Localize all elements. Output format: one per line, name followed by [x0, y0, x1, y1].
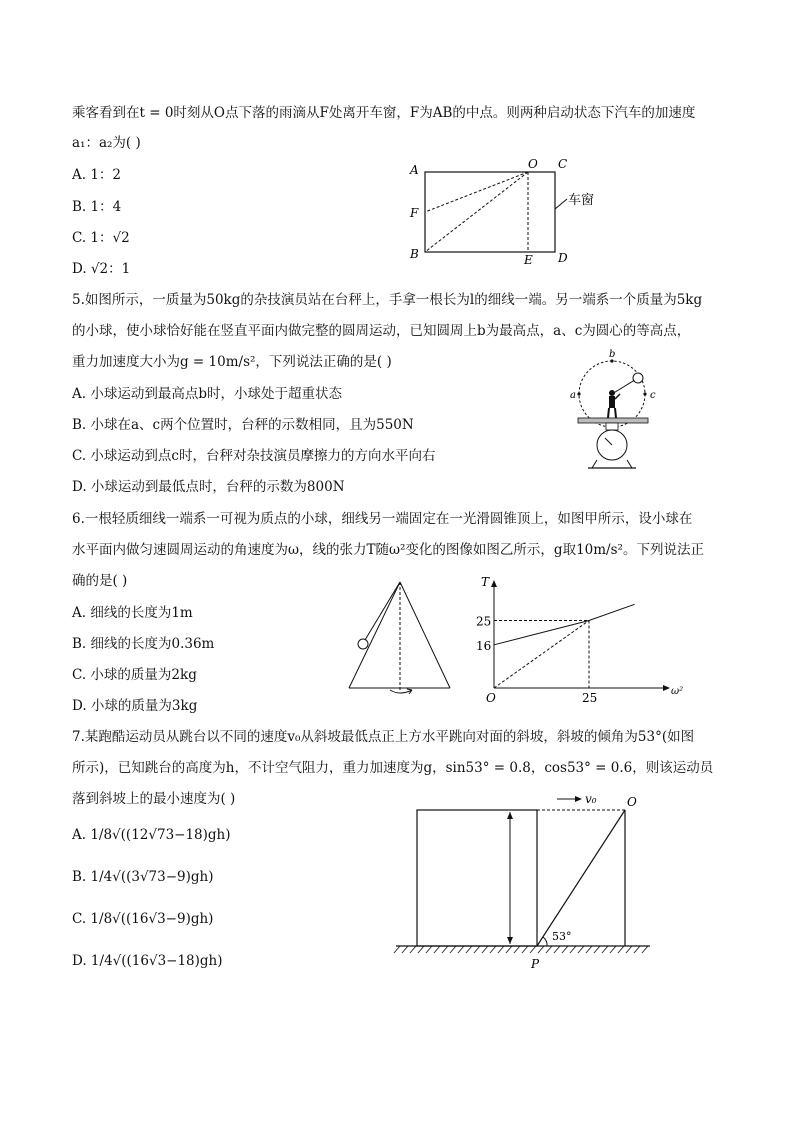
label-c: c — [650, 390, 656, 401]
q5-option-a[interactable]: A. 小球运动到最高点b时，小球处于超重状态 — [72, 386, 342, 402]
label-D: D — [558, 251, 568, 265]
q4-option-b[interactable]: B. 1：4 — [72, 199, 122, 215]
rotation-arrow — [390, 690, 412, 693]
q6-option-a[interactable]: A. 细线的长度为1m — [72, 605, 193, 621]
ball — [633, 373, 643, 383]
y-tick-25: 25 — [476, 614, 492, 629]
window-pointer — [555, 199, 567, 209]
v0-label: v₀ — [585, 792, 597, 806]
q6-cone-figure — [340, 578, 460, 700]
series-solid — [494, 604, 635, 645]
q5-stem-line1: 5.如图所示，一质量为50kg的杂技演员站在台秤上，手拿一根长为l的细线一端。另一端系一个质量为5kg — [72, 292, 703, 308]
label-b: b — [609, 349, 616, 360]
window-rect — [425, 172, 555, 252]
cone-string — [365, 582, 400, 640]
y-axis-label: T — [481, 575, 490, 589]
q6-stem-line1: 6.一根轻质细线一端系一可视为质点的小球，细线另一端固定在一光滑圆锥顶上，如图甲所示，设小球在 — [72, 511, 693, 527]
angle-arc — [543, 937, 547, 946]
series-extension-dashed — [494, 621, 589, 689]
x-tick-25: 25 — [582, 691, 598, 705]
jump-platform — [417, 810, 537, 946]
x-axis-arrow — [663, 685, 670, 691]
scale-platform — [578, 418, 648, 423]
q7-slope-figure — [392, 788, 662, 974]
q4-stem-line1: 乘客看到在t = 0时刻从O点下落的雨滴从F处离开车窗，F为AB的中点。则两种启动状态下汽车的加速度 — [72, 105, 696, 121]
q6-chart — [472, 568, 684, 705]
q6-stem-line3: 确的是( ) — [72, 573, 128, 589]
q6-stem-line2: 水平面内做匀速圆周运动的角速度为ω，线的张力T随ω²变化的图像如图乙所示，g取10m/s²。下列说法正 — [72, 542, 704, 558]
label-O: O — [528, 157, 538, 171]
angle-label: 53° — [552, 930, 572, 943]
q4-option-c[interactable]: C. 1：√2 — [72, 230, 130, 246]
q4-stem-line2: a₁：a₂为( ) — [72, 135, 141, 151]
cone-right — [400, 582, 450, 688]
q5-acrobat-figure — [562, 348, 672, 480]
label-window: 车窗 — [568, 193, 595, 208]
q5-option-b[interactable]: B. 小球在a、c两个位置时，台秤的示数相同，且为550N — [72, 417, 414, 433]
q5-stem-line3: 重力加速度大小为g = 10m/s²，下列说法正确的是( ) — [72, 354, 392, 370]
q7-option-d[interactable]: D. 1/4√((16√3−18)gh) — [72, 953, 223, 969]
q5-option-d[interactable]: D. 小球运动到最低点时，台秤的示数为800N — [72, 479, 345, 495]
q7-option-c[interactable]: C. 1/8√((16√3−9)gh) — [72, 911, 214, 927]
q7-option-b[interactable]: B. 1/4√((3√73−9)gh) — [72, 869, 214, 885]
origin-label: O — [486, 691, 496, 705]
q7-stem-line2: 所示)，已知跳台的高度为h，不计空气阻力，重力加速度为g，sin53° = 0.8，cos53° = 0.6，则该运动员 — [72, 760, 714, 776]
dash-OF — [425, 172, 528, 212]
q4-option-d[interactable]: D. √2：1 — [72, 261, 131, 277]
y-axis-arrow — [491, 580, 497, 587]
acrobat-icon — [608, 390, 620, 418]
slope — [537, 810, 625, 946]
label-a: a — [570, 390, 576, 401]
P-label: P — [531, 957, 540, 971]
q4-window-figure — [400, 154, 620, 270]
label-E: E — [524, 253, 533, 267]
O-label: O — [627, 795, 637, 809]
q6-option-c[interactable]: C. 小球的质量为2kg — [72, 667, 197, 683]
y-tick-16: 16 — [476, 638, 492, 653]
cone-ball — [358, 639, 368, 649]
ground-hatching — [394, 946, 648, 953]
q7-stem-line3: 落到斜坡上的最小速度为( ) — [72, 791, 236, 807]
label-C: C — [558, 157, 568, 171]
q5-option-c[interactable]: C. 小球运动到点c时，台秤对杂技演员摩擦力的方向水平向右 — [72, 448, 436, 464]
q7-option-a[interactable]: A. 1/8√((12√73−18)gh) — [72, 827, 231, 843]
label-A: A — [410, 163, 419, 177]
q6-option-b[interactable]: B. 细线的长度为0.36m — [72, 636, 215, 652]
label-B: B — [410, 247, 419, 261]
x-axis-label: ω² — [671, 686, 684, 697]
q5-stem-line2: 的小球，使小球恰好能在竖直平面内做完整的圆周运动，已知圆周上b为最高点，a、c为圆心的等高点， — [72, 323, 691, 339]
q7-stem-line1: 7.某跑酷运动员从跳台以不同的速度v₀从斜坡最低点正上方水平跳向对面的斜坡，斜坡的倾角为53°(如图 — [72, 729, 695, 745]
q6-option-d[interactable]: D. 小球的质量为3kg — [72, 698, 198, 714]
dash-OB — [425, 172, 528, 252]
cone-left — [349, 582, 400, 688]
label-F: F — [410, 206, 419, 220]
q4-option-a[interactable]: A. 1：2 — [72, 167, 122, 183]
